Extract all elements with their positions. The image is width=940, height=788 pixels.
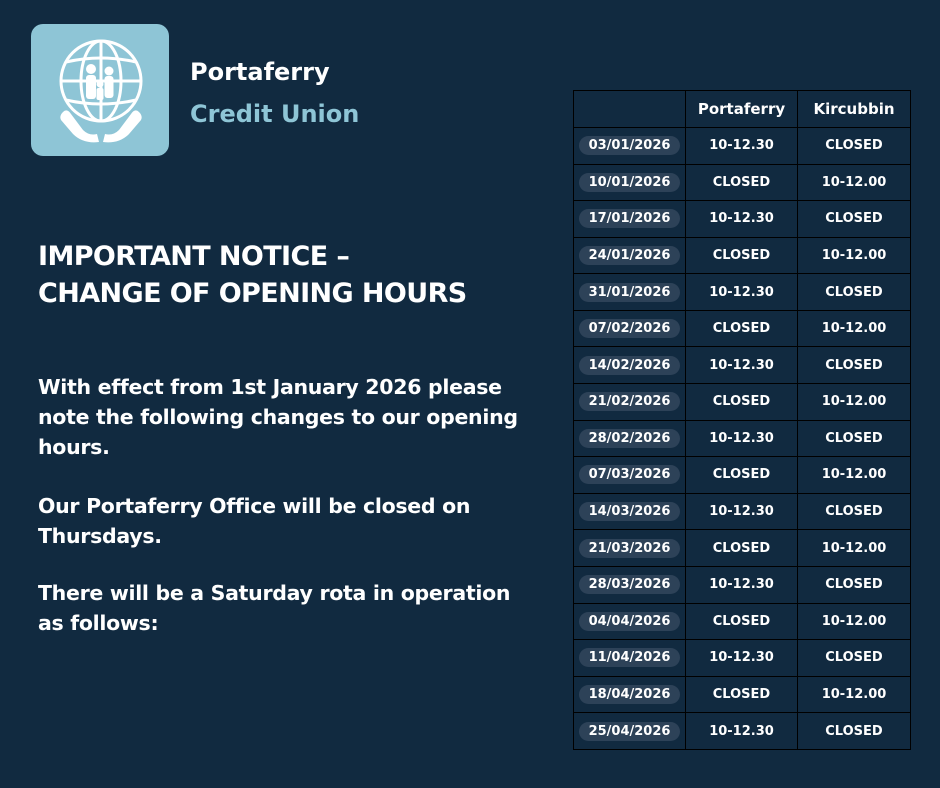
date-pill: 18/04/2026	[579, 685, 681, 704]
portaferry-cell: 10-12.30	[686, 420, 798, 457]
portaferry-cell: CLOSED	[686, 676, 798, 713]
table-row	[574, 640, 911, 677]
portaferry-cell: 10-12.30	[686, 566, 798, 603]
portaferry-cell: 10-12.30	[686, 274, 798, 311]
table-row	[574, 310, 911, 347]
date-pill: 21/03/2026	[579, 539, 681, 558]
date-pill: 10/01/2026	[579, 173, 681, 192]
date-pill: 14/03/2026	[579, 502, 681, 521]
date-cell	[574, 274, 686, 311]
portaferry-cell: CLOSED	[686, 164, 798, 201]
date-pill: 28/02/2026	[579, 429, 681, 448]
table-row	[574, 420, 911, 457]
kircubbin-cell: CLOSED	[798, 201, 911, 238]
date-pill: 21/02/2026	[579, 392, 681, 411]
header-kircubbin: Kircubbin	[798, 91, 911, 128]
notice-paragraph-saturday-rota: There will be a Saturday rota in operation as follows:	[38, 581, 511, 635]
notice-title-line1: IMPORTANT NOTICE –	[38, 241, 350, 272]
kircubbin-cell: CLOSED	[798, 713, 911, 750]
date-cell	[574, 493, 686, 530]
table-row	[574, 530, 911, 567]
table-row	[574, 713, 911, 750]
kircubbin-cell: CLOSED	[798, 347, 911, 384]
kircubbin-cell: 10-12.00	[798, 310, 911, 347]
table-row	[574, 676, 911, 713]
portaferry-cell: CLOSED	[686, 384, 798, 421]
table-row	[574, 493, 911, 530]
portaferry-cell: 10-12.30	[686, 493, 798, 530]
date-cell	[574, 347, 686, 384]
portaferry-cell: CLOSED	[686, 237, 798, 274]
brand-name-line2: Credit Union	[190, 100, 360, 128]
date-cell	[574, 457, 686, 494]
date-pill: 31/01/2026	[579, 283, 681, 302]
date-pill: 25/04/2026	[579, 722, 681, 741]
kircubbin-cell: 10-12.00	[798, 530, 911, 567]
date-pill: 03/01/2026	[579, 136, 681, 155]
notice-paragraph-effective-date: With effect from 1st January 2026 please note the following changes to our opening hours.	[38, 375, 518, 459]
date-cell	[574, 530, 686, 567]
date-cell	[574, 384, 686, 421]
portaferry-cell: 10-12.30	[686, 640, 798, 677]
date-pill: 17/01/2026	[579, 209, 681, 228]
notice-paragraph-thursday-closure: Our Portaferry Office will be closed on Thursdays.	[38, 494, 471, 548]
table-row	[574, 164, 911, 201]
date-pill: 14/02/2026	[579, 356, 681, 375]
portaferry-cell: 10-12.30	[686, 128, 798, 165]
date-cell	[574, 237, 686, 274]
table-header-row	[574, 91, 911, 128]
kircubbin-cell: CLOSED	[798, 566, 911, 603]
portaferry-cell: CLOSED	[686, 530, 798, 567]
date-cell	[574, 310, 686, 347]
date-cell	[574, 566, 686, 603]
date-pill: 04/04/2026	[579, 612, 681, 631]
portaferry-cell: CLOSED	[686, 603, 798, 640]
portaferry-cell: 10-12.30	[686, 201, 798, 238]
date-cell	[574, 164, 686, 201]
kircubbin-cell: CLOSED	[798, 128, 911, 165]
table-row	[574, 566, 911, 603]
date-cell	[574, 420, 686, 457]
portaferry-cell: CLOSED	[686, 310, 798, 347]
notice-title	[38, 238, 467, 312]
date-cell	[574, 713, 686, 750]
credit-union-logo	[31, 24, 169, 156]
portaferry-cell: 10-12.30	[686, 347, 798, 384]
kircubbin-cell: 10-12.00	[798, 457, 911, 494]
table-row	[574, 384, 911, 421]
kircubbin-cell: 10-12.00	[798, 237, 911, 274]
brand-name-line1: Portaferry	[190, 58, 330, 86]
date-cell	[574, 201, 686, 238]
kircubbin-cell: 10-12.00	[798, 384, 911, 421]
kircubbin-cell: 10-12.00	[798, 164, 911, 201]
date-pill: 11/04/2026	[579, 648, 681, 667]
table-row	[574, 201, 911, 238]
portaferry-cell: CLOSED	[686, 457, 798, 494]
table-row	[574, 457, 911, 494]
kircubbin-cell: CLOSED	[798, 420, 911, 457]
header-portaferry: Portaferry	[686, 91, 798, 128]
kircubbin-cell: CLOSED	[798, 493, 911, 530]
date-cell	[574, 676, 686, 713]
kircubbin-cell: 10-12.00	[798, 676, 911, 713]
date-pill: 28/03/2026	[579, 575, 681, 594]
kircubbin-cell: CLOSED	[798, 274, 911, 311]
table-row	[574, 603, 911, 640]
kircubbin-cell: CLOSED	[798, 640, 911, 677]
notice-title-line2: CHANGE OF OPENING HOURS	[38, 278, 467, 309]
header-date	[574, 91, 686, 128]
portaferry-cell: 10-12.30	[686, 713, 798, 750]
saturday-rota-table	[573, 90, 911, 750]
table-row	[574, 128, 911, 165]
table-row	[574, 237, 911, 274]
table-row	[574, 274, 911, 311]
date-cell	[574, 128, 686, 165]
date-cell	[574, 640, 686, 677]
date-pill: 07/02/2026	[579, 319, 681, 338]
date-pill: 24/01/2026	[579, 246, 681, 265]
date-pill: 07/03/2026	[579, 465, 681, 484]
table-row	[574, 347, 911, 384]
kircubbin-cell: 10-12.00	[798, 603, 911, 640]
globe-held-by-hands-icon	[31, 24, 169, 156]
date-cell	[574, 603, 686, 640]
